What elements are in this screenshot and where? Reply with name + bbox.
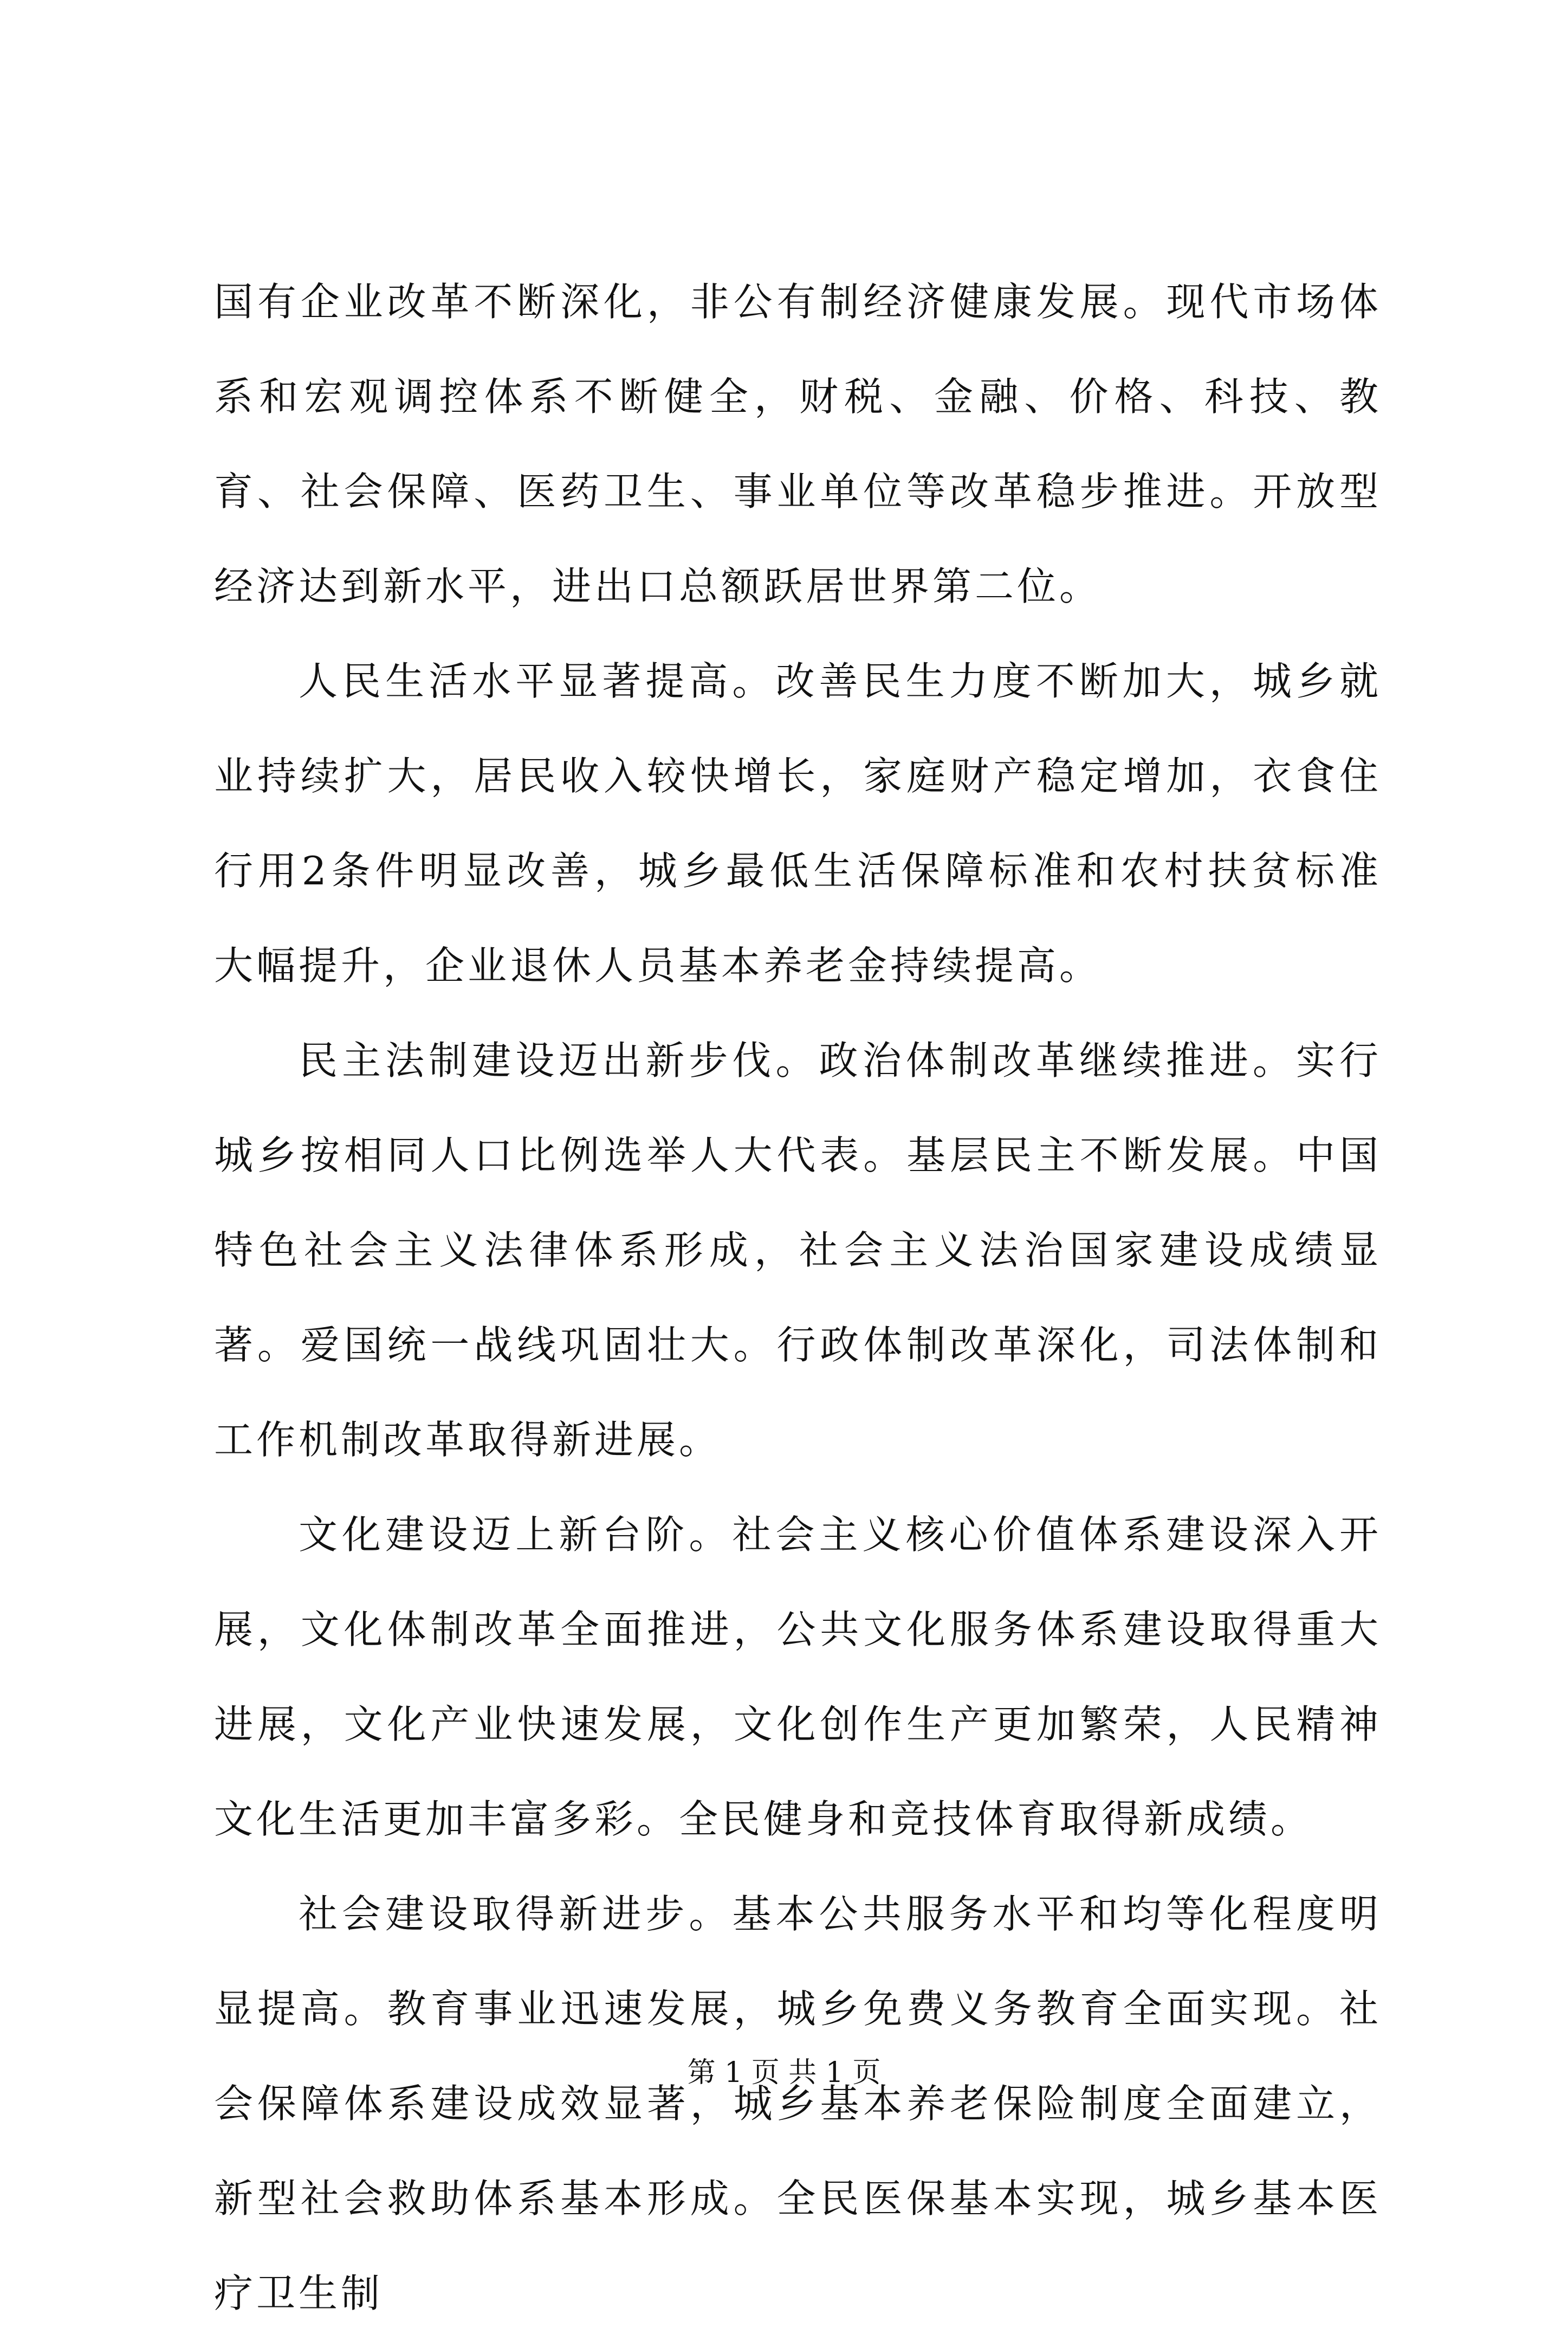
paragraph: 国有企业改革不断深化，非公有制经济健康发展。现代市场体系和宏观调控体系不断健全，财税、金融、价格、科技、教育、社会保障、医药卫生、事业单位等改革稳步推进。开放型经济达到新水平，进出口总额跃居世界第二位。 (214, 279, 1382, 609)
page-number-label: 第 1 页 共 1 页 (687, 2057, 881, 2089)
paragraph: 社会建设取得新进步。基本公共服务水平和均等化程度明显提高。教育事业迅速发展，城乡免费义务教育全面实现。社会保障体系建设成效显著，城乡基本养老保险制度全面建立，新型社会救助体系基本形成。全民医保基本实现，城乡基本医疗卫生制 (214, 1891, 1382, 2316)
paragraph: 民主法制建设迈出新步伐。政治体制改革继续推进。实行城乡按相同人口比例选举人大代表。基层民主不断发展。中国特色社会主义法律体系形成，社会主义法治国家建设成绩显著。爱国统一战线巩固壮大。行政体制改革深化，司法体制和工作机制改革取得新进展。 (214, 1038, 1382, 1463)
page-footer (0, 2057, 1568, 2089)
document-body (214, 255, 1382, 2341)
paragraph: 人民生活水平显著提高。改善民生力度不断加大，城乡就业持续扩大，居民收入较快增长，家庭财产稳定增加，衣食住行用2条件明显改善，城乡最低生活保障标准和农村扶贫标准大幅提升，企业退休人员基本养老金持续提高。 (214, 658, 1382, 988)
paragraph: 文化建设迈上新台阶。社会主义核心价值体系建设深入开展，文化体制改革全面推进，公共文化服务体系建设取得重大进展，文化产业快速发展，文化创作生产更加繁荣，人民精神文化生活更加丰富多彩。全民健身和竞技体育取得新成绩。 (214, 1512, 1382, 1842)
